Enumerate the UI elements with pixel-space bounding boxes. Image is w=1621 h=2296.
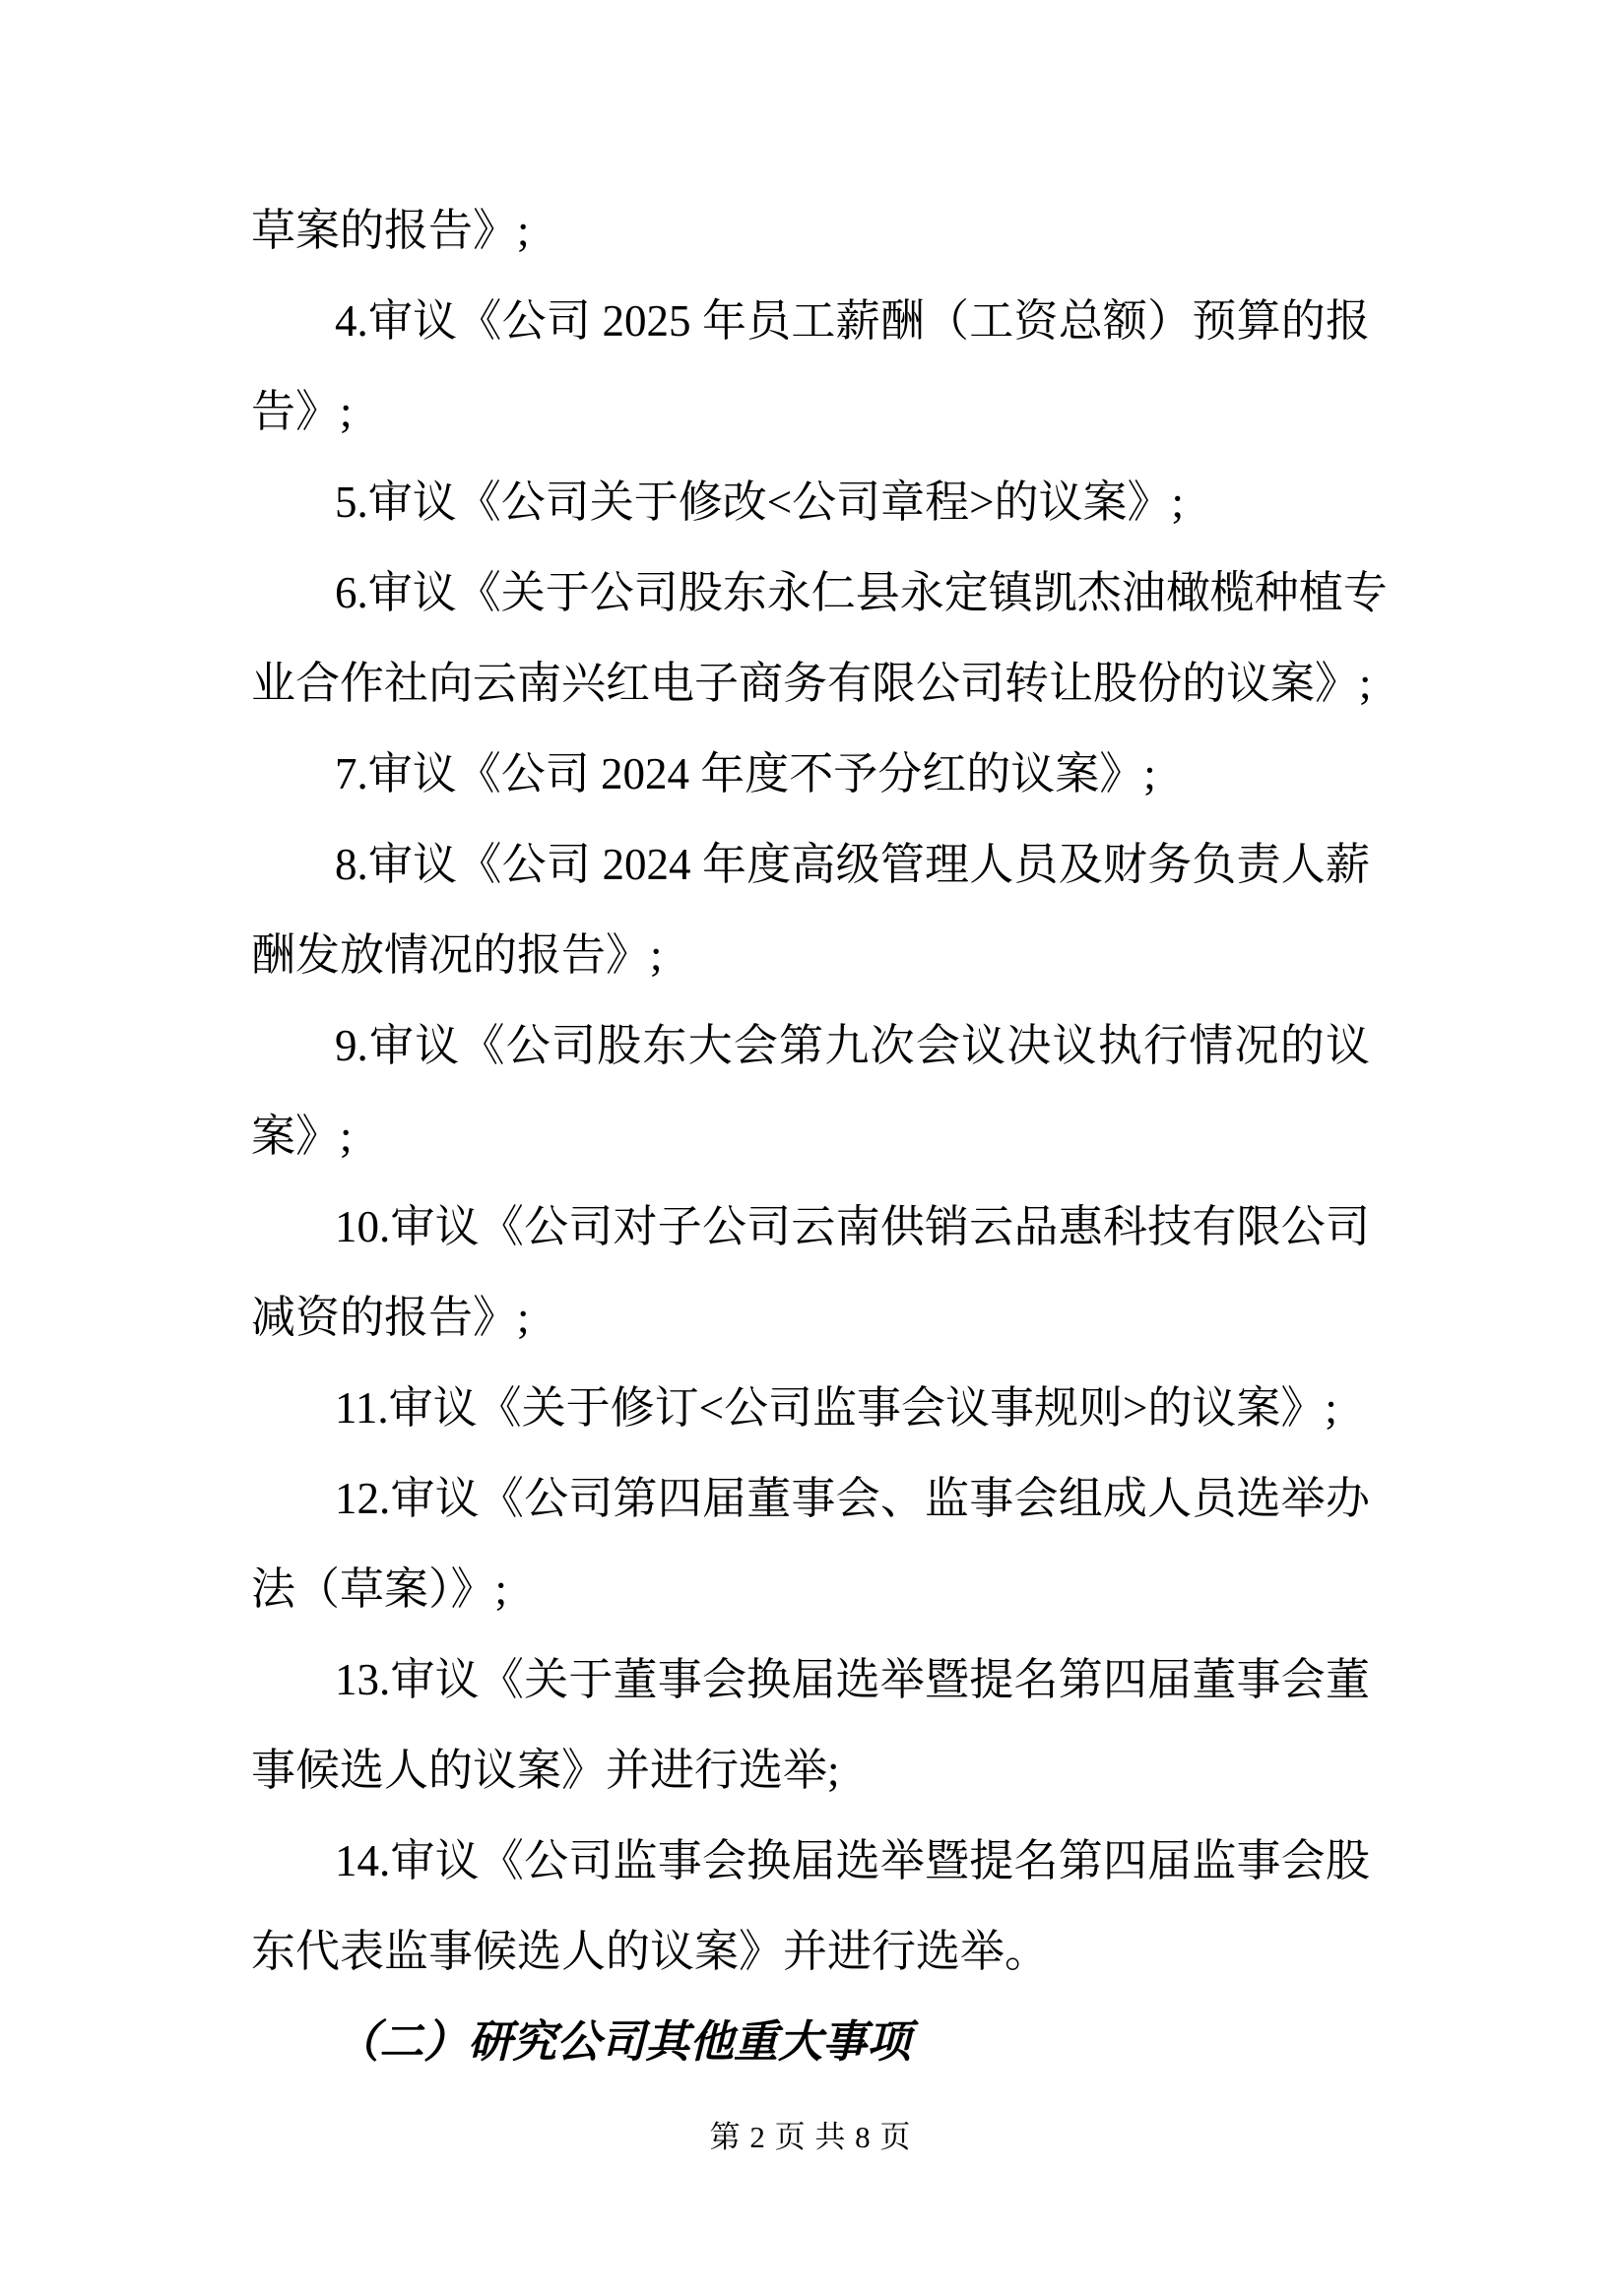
document-line: 9.审议《公司股东大会第九次会议决议执行情况的议 — [335, 1021, 1370, 1070]
page-number-footer: 第 2 页 共 8 页 — [709, 2120, 912, 2154]
document-line: 4.审议《公司 2025 年员工薪酬（工资总额）预算的报 — [335, 296, 1370, 346]
document-line: 6.审议《关于公司股东永仁县永定镇凯杰油橄榄种植专 — [335, 568, 1388, 617]
document-line: 10.审议《公司对子公司云南供销云品惠科技有限公司 — [335, 1202, 1370, 1251]
document-line: 14.审议《公司监事会换届选举暨提名第四届监事会股 — [335, 1836, 1370, 1885]
document-line: 13.审议《关于董事会换届选举暨提名第四届董事会董 — [335, 1655, 1370, 1704]
document-line: 酬发放情况的报告》; — [251, 930, 663, 980]
document-line: 减资的报告》; — [251, 1293, 530, 1342]
document-line: 事候选人的议案》并进行选举; — [251, 1746, 840, 1795]
document-line: 8.审议《公司 2024 年度高级管理人员及财务负责人薪 — [335, 840, 1370, 889]
document-line: 告》; — [251, 387, 353, 436]
document-body — [251, 185, 1388, 2087]
document-line: 11.审议《关于修订<公司监事会议事规则>的议案》; — [335, 1383, 1337, 1433]
document-line: 7.审议《公司 2024 年度不予分红的议案》; — [335, 749, 1156, 798]
document-line: 东代表监事候选人的议案》并进行选举。 — [251, 1927, 1050, 1976]
document-line: 案》; — [251, 1112, 353, 1161]
document-line: 12.审议《公司第四届董事会、监事会组成人员选举办 — [335, 1474, 1370, 1523]
section-heading: （二）研究公司其他重大事项 — [335, 2017, 912, 2067]
document-line: 业合作社向云南兴红电子商务有限公司转让股份的议案》; — [251, 659, 1372, 708]
document-line: 草案的报告》; — [251, 206, 530, 255]
document-line: 5.审议《公司关于修改<公司章程>的议案》; — [335, 478, 1185, 527]
document-line: 法（草案）》; — [251, 1564, 508, 1614]
